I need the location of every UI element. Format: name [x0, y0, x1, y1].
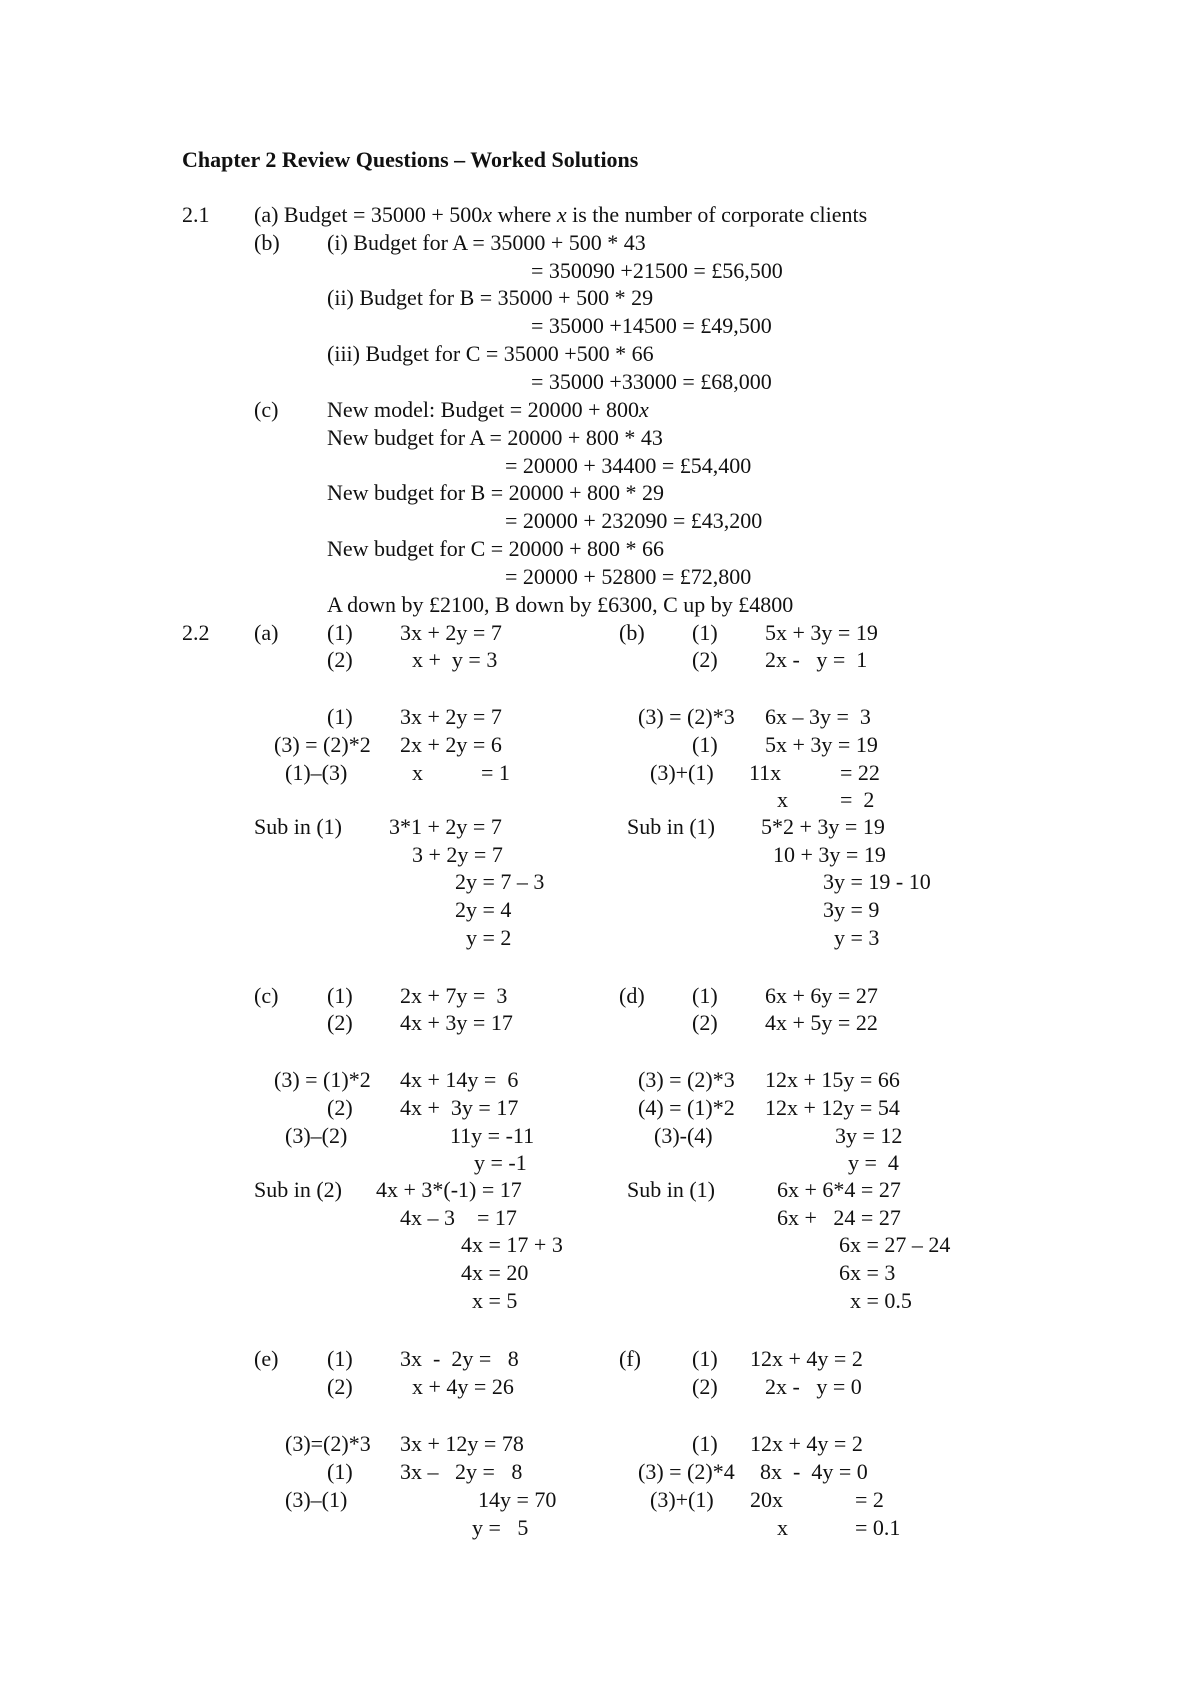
- q21-b-line: (i) Budget for A = 35000 + 500 * 43: [327, 230, 646, 255]
- q22-part-d-label: (d): [619, 983, 645, 1008]
- equation: 4x + 5y = 22: [765, 1010, 878, 1035]
- equation-tag: (3)=(2)*3: [285, 1431, 371, 1456]
- equation: x + y = 3: [412, 647, 498, 672]
- equation-tag: (1): [692, 732, 718, 757]
- q21-c-line: New budget for C = 20000 + 800 * 66: [327, 536, 665, 561]
- equation: 8x - 4y = 0: [760, 1459, 868, 1484]
- equation-tag: (2): [327, 1374, 353, 1399]
- equation: 3x + 2y = 7: [400, 704, 502, 729]
- equation: 5x + 3y = 19: [765, 732, 878, 757]
- equation: 2y = 7 – 3: [455, 869, 545, 894]
- q21-c-line: New budget for B = 20000 + 800 * 29: [327, 480, 665, 505]
- equation: 2x + 2y = 6: [400, 732, 502, 757]
- q21-part-a: [254, 203, 867, 227]
- equation-tag: (3)–(1): [285, 1487, 348, 1512]
- equation: 3y = 9: [823, 897, 880, 922]
- equation-tag: (3) = (2)*3: [638, 1067, 735, 1092]
- equation-tag: (1): [327, 704, 353, 729]
- equation-tag: (1): [692, 620, 718, 645]
- equation: 14y = 70: [478, 1487, 557, 1512]
- equation: 6x + 6y = 27: [765, 983, 878, 1008]
- equation: 12x + 4y = 2: [750, 1431, 863, 1456]
- equation: y = 4: [848, 1150, 899, 1175]
- equation-tag: (3)+(1): [650, 760, 714, 785]
- page-title: Chapter 2 Review Questions – Worked Solutions: [182, 147, 639, 172]
- equation-tag: Sub in (2): [254, 1177, 342, 1202]
- equation: 3y = 19 - 10: [823, 869, 931, 894]
- equation: 6x = 3: [839, 1260, 896, 1285]
- q21-c-summary: A down by £2100, B down by £6300, C up by £4800: [327, 592, 794, 617]
- equation: = 1: [481, 760, 510, 785]
- equation-tag: (3)-(4): [654, 1123, 713, 1148]
- equation-tag: (2): [692, 1374, 718, 1399]
- q22-part-a-label: (a): [254, 620, 279, 645]
- equation: 4x = 17 + 3: [461, 1232, 563, 1257]
- q22-part-e-label: (e): [254, 1346, 279, 1371]
- q22-part-f-label: (f): [619, 1346, 641, 1371]
- equation: 5*2 + 3y = 19: [761, 814, 885, 839]
- equation: x = 5: [472, 1288, 518, 1313]
- equation-tag: (1): [327, 620, 353, 645]
- question-number-2-1: 2.1: [182, 202, 210, 227]
- equation-tag: (2): [692, 1010, 718, 1035]
- equation: 6x = 27 – 24: [839, 1232, 951, 1257]
- equation: 6x – 3y = 3: [765, 704, 871, 729]
- equation: 3x + 2y = 7: [400, 620, 502, 645]
- equation: y = 3: [834, 925, 880, 950]
- equation: 4x + 3*(-1) = 17: [376, 1177, 522, 1202]
- equation: 3y = 12: [835, 1123, 903, 1148]
- equation-tag: Sub in (1): [254, 814, 342, 839]
- equation-tag: (3) = (2)*4: [638, 1459, 735, 1484]
- equation: 4x + 3y = 17: [400, 1010, 513, 1035]
- equation-tag: (1): [327, 1346, 353, 1371]
- equation: 20x: [750, 1487, 783, 1512]
- equation-tag: (2): [692, 647, 718, 672]
- equation: 12x + 12y = 54: [765, 1095, 900, 1120]
- equation: 11y = -11: [450, 1123, 535, 1148]
- equation-tag: Sub in (1): [627, 814, 715, 839]
- q21-c-line: = 20000 + 232090 = £43,200: [505, 508, 763, 533]
- equation: = 2: [840, 787, 875, 812]
- equation-tag: (1): [692, 1431, 718, 1456]
- equation: 5x + 3y = 19: [765, 620, 878, 645]
- equation: 4x + 3y = 17: [400, 1095, 519, 1120]
- equation: = 2: [855, 1487, 884, 1512]
- equation-tag: (1): [327, 983, 353, 1008]
- equation: 6x + 6*4 = 27: [777, 1177, 901, 1202]
- q21-c-text: New model: Budget = 20000 + 800: [327, 397, 640, 422]
- equation-tag: (4) = (1)*2: [638, 1095, 735, 1120]
- q21-c-line: [327, 398, 649, 422]
- equation: = 22: [840, 760, 880, 785]
- q21-b-line: = 35000 +14500 = £49,500: [531, 313, 772, 338]
- equation: 3x - 2y = 8: [400, 1346, 519, 1371]
- equation-tag: (3) = (2)*2: [274, 732, 371, 757]
- q21-a-var: x: [482, 202, 493, 227]
- equation: x = 0.5: [850, 1288, 912, 1313]
- equation: 2x - y = 0: [765, 1374, 862, 1399]
- equation-tag: (2): [327, 1010, 353, 1035]
- q21-b-line: = 35000 +33000 = £68,000: [531, 369, 772, 394]
- equation-tag: (2): [327, 1095, 353, 1120]
- equation: y = 2: [466, 925, 512, 950]
- q21-b-line: (iii) Budget for C = 35000 +500 * 66: [327, 341, 654, 366]
- equation: 2x + 7y = 3: [400, 983, 508, 1008]
- equation-tag: (3) = (2)*3: [638, 704, 735, 729]
- q21-a-text: (a) Budget = 35000 + 500: [254, 202, 483, 227]
- q21-a-text: is the number of corporate clients: [566, 202, 868, 227]
- q21-c-line: New budget for A = 20000 + 800 * 43: [327, 425, 663, 450]
- q21-part-b-label: (b): [254, 230, 280, 255]
- q21-c-line: = 20000 + 34400 = £54,400: [505, 453, 752, 478]
- q21-b-line: (ii) Budget for B = 35000 + 500 * 29: [327, 285, 654, 310]
- q21-c-var: x: [639, 397, 649, 422]
- equation-tag: (1): [692, 983, 718, 1008]
- equation: 2x - y = 1: [765, 647, 868, 672]
- equation: 4x – 3 = 17: [400, 1205, 517, 1230]
- equation-tag: (3) = (1)*2: [274, 1067, 371, 1092]
- equation: 4x = 20: [461, 1260, 529, 1285]
- equation-tag: (1): [692, 1346, 718, 1371]
- equation-tag: (3)–(2): [285, 1123, 348, 1148]
- equation-tag: (2): [327, 647, 353, 672]
- equation: 12x + 4y = 2: [750, 1346, 863, 1371]
- equation: x: [412, 760, 423, 785]
- equation: 3x – 2y = 8: [400, 1459, 523, 1484]
- equation-tag: (1): [327, 1459, 353, 1484]
- q21-c-line: = 20000 + 52800 = £72,800: [505, 564, 752, 589]
- equation: 4x + 14y = 6: [400, 1067, 519, 1092]
- equation: = 0.1: [855, 1515, 901, 1540]
- equation: 6x + 24 = 27: [777, 1205, 901, 1230]
- equation: x: [777, 1515, 788, 1540]
- q22-part-b-label: (b): [619, 620, 645, 645]
- equation: y = 5: [472, 1515, 529, 1540]
- equation-tag: Sub in (1): [627, 1177, 715, 1202]
- equation: 3 + 2y = 7: [412, 842, 503, 867]
- equation: y = -1: [474, 1150, 527, 1175]
- equation: 3*1 + 2y = 7: [389, 814, 502, 839]
- equation-tag: (3)+(1): [650, 1487, 714, 1512]
- q21-a-text: where: [492, 202, 557, 227]
- equation: 2y = 4: [455, 897, 512, 922]
- q21-part-c-label: (c): [254, 397, 279, 422]
- q21-a-var: x: [556, 202, 567, 227]
- equation: 11x: [749, 760, 782, 785]
- equation: 12x + 15y = 66: [765, 1067, 900, 1092]
- equation: x + 4y = 26: [412, 1374, 514, 1399]
- question-number-2-2: 2.2: [182, 620, 210, 645]
- equation: 3x + 12y = 78: [400, 1431, 524, 1456]
- q22-part-c-label: (c): [254, 983, 279, 1008]
- q21-b-line: = 350090 +21500 = £56,500: [531, 258, 783, 283]
- equation: 10 + 3y = 19: [773, 842, 886, 867]
- equation-tag: (1)–(3): [285, 760, 348, 785]
- equation: x: [777, 787, 788, 812]
